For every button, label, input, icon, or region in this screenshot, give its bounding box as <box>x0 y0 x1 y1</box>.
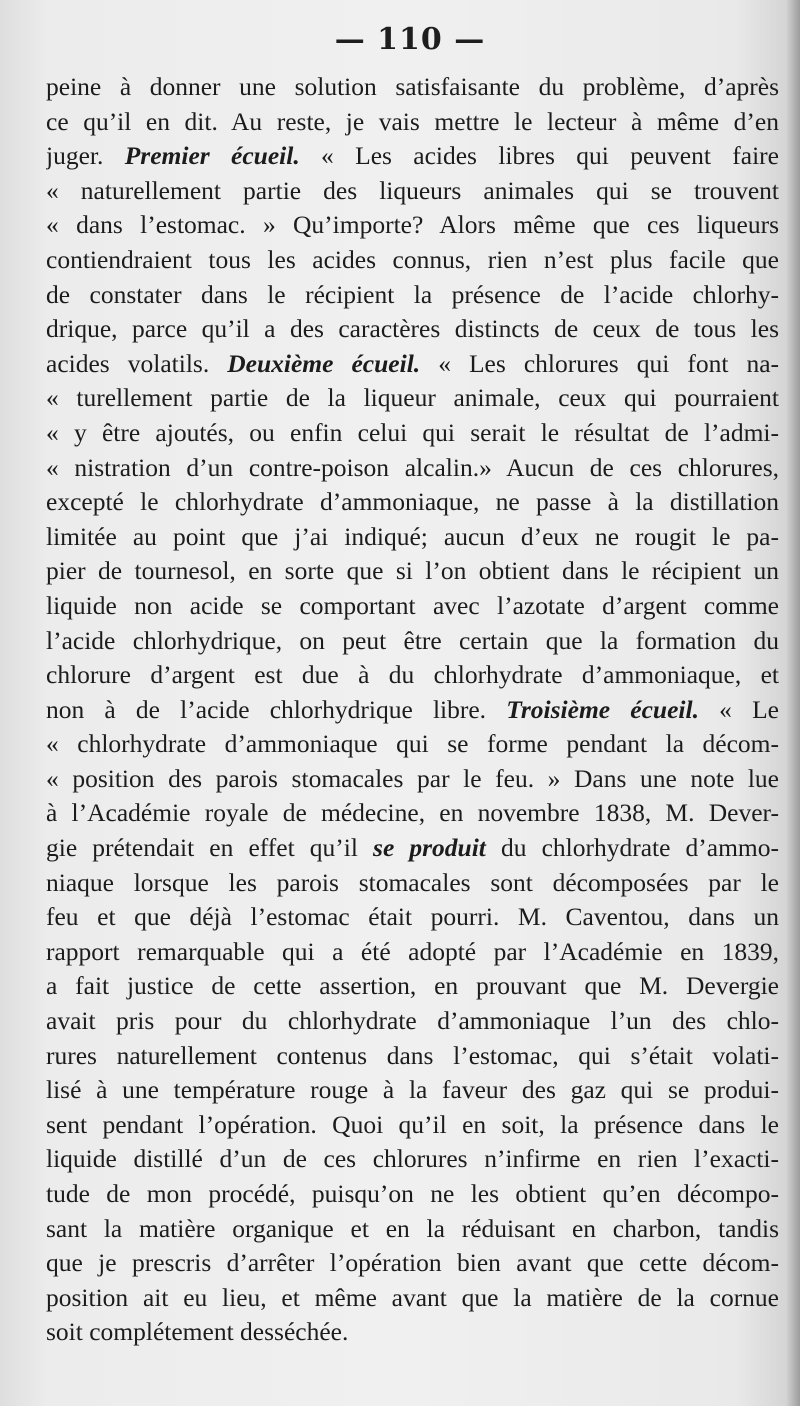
text-line <box>46 139 779 174</box>
text-segment: drique, parce qu’il a des caractères distincts de ceux de tous les <box>46 314 779 344</box>
text-segment: du chlorhydrate d’ammo- <box>485 833 779 863</box>
text-line <box>46 693 779 728</box>
text-line <box>46 831 779 866</box>
text-segment: feu et que déjà l’estomac était pourri. M. Caventou, dans un <box>46 902 779 932</box>
text-line <box>46 70 779 105</box>
text-line <box>46 624 779 659</box>
text-line <box>46 969 779 1004</box>
text-segment: « position des parois stomacales par le feu. » Dans une note lue <box>46 763 779 793</box>
italic-heading: Deuxième écueil. <box>227 348 421 378</box>
text-line <box>46 1281 779 1316</box>
text-line <box>46 105 779 140</box>
text-line <box>46 762 779 797</box>
text-line <box>46 347 779 382</box>
text-segment: a fait justice de cette assertion, en prouvant que M. Devergie <box>46 971 779 1001</box>
text-line <box>46 416 779 451</box>
text-line <box>46 1142 779 1177</box>
body-text <box>46 70 779 1350</box>
text-segment: tude de mon procédé, puisqu’on ne les obtient qu’en décompo- <box>46 1179 779 1208</box>
text-line <box>46 796 779 831</box>
text-segment: gie prétendait en effet qu’il <box>46 833 374 863</box>
text-line <box>46 485 779 520</box>
text-segment: sant la matière organique et en la réduisant en charbon, tandis <box>46 1213 779 1243</box>
text-line <box>46 589 779 624</box>
text-line <box>46 243 779 278</box>
text-line <box>46 900 779 935</box>
text-segment: de constater dans le récipient la présence de l’acide chlorhy- <box>46 279 779 309</box>
text-line <box>46 1315 779 1350</box>
text-line <box>46 658 779 693</box>
text-segment: limitée au point que j’ai indiqué; aucun d’eux ne rougit le pa- <box>46 521 779 551</box>
text-line <box>46 520 779 555</box>
text-segment: « chlorhydrate d’ammoniaque qui se forme pendant la décom- <box>46 729 779 759</box>
text-line <box>46 174 779 209</box>
text-line <box>46 935 779 970</box>
text-segment: « dans l’estomac. » Qu’importe? Alors même que ces liqueurs <box>46 210 779 240</box>
text-line <box>46 1004 779 1039</box>
page-number: — 110 — <box>334 22 486 57</box>
text-line <box>46 278 779 313</box>
text-segment: « turellement partie de la liqueur animale, ceux qui pourraient <box>46 383 779 413</box>
text-line <box>46 1039 779 1074</box>
text-segment: rapport remarquable qui a été adopté par l’Académie en 1839, <box>46 936 779 966</box>
text-segment: avait pris pour du chlorhydrate d’ammoniaque l’un des chlo- <box>46 1006 779 1036</box>
text-segment: peine à donner une solution satisfaisante du problème, d’après <box>46 72 779 101</box>
text-segment: niaque lorsque les parois stomacales sont décomposées par le <box>46 867 779 897</box>
text-segment: liquide non acide se comportant avec l’azotate d’argent comme <box>46 590 779 620</box>
text-segment: lisé à une température rouge à la faveur des gaz qui se produi- <box>46 1075 779 1105</box>
text-line <box>46 208 779 243</box>
text-segment: « Les chlorures qui font na- <box>420 348 779 378</box>
text-line <box>46 1108 779 1143</box>
text-line <box>46 451 779 486</box>
text-segment: non à de l’acide chlorhydrique libre. <box>46 694 507 724</box>
text-line <box>46 866 779 901</box>
text-segment: pier de tournesol, en sorte que si l’on obtient dans le récipient un <box>46 556 779 586</box>
text-line <box>46 1073 779 1108</box>
text-line <box>46 381 779 416</box>
italic-heading: Premier écueil. <box>124 141 300 171</box>
text-segment: contiendraient tous les acides connus, rien n’est plus facile que <box>46 244 779 274</box>
text-line <box>46 1212 779 1247</box>
text-segment: « Les acides libres qui peuvent faire <box>299 141 779 171</box>
text-segment: « y être ajoutés, ou enfin celui qui serait le résultat de l’admi- <box>46 417 779 447</box>
text-line <box>46 1177 779 1212</box>
text-segment: ce qu’il en dit. Au reste, je vais mettre le lecteur à même d’en <box>46 106 779 136</box>
text-line <box>46 554 779 589</box>
text-segment: « Le <box>698 694 779 724</box>
text-segment: « naturellement partie des liqueurs animales qui se trouvent <box>46 175 779 205</box>
text-segment: liquide distillé d’un de ces chlorures n’infirme en rien l’exacti- <box>46 1144 779 1174</box>
text-segment: l’acide chlorhydrique, on peut être certain que la formation du <box>46 625 779 655</box>
text-segment: que je prescris d’arrêter l’opération bien avant que cette décom- <box>46 1248 779 1278</box>
text-segment: position ait eu lieu, et même avant que la matière de la cornue <box>46 1282 779 1312</box>
text-line <box>46 727 779 762</box>
text-line <box>46 1246 779 1281</box>
text-segment: soit complétement desséchée. <box>46 1317 349 1347</box>
text-line <box>46 312 779 347</box>
italic-heading: se produit <box>373 833 486 863</box>
text-segment: chlorure d’argent est due à du chlorhydrate d’ammoniaque, et <box>46 660 779 690</box>
text-segment: juger. <box>46 141 125 171</box>
text-segment: sent pendant l’opération. Quoi qu’il en soit, la présence dans le <box>46 1109 779 1139</box>
italic-heading: Troisième écueil. <box>506 694 699 724</box>
text-segment: excepté le chlorhydrate d’ammoniaque, ne passe à la distillation <box>46 487 779 517</box>
text-segment: « nistration d’un contre-poison alcalin.» Aucun de ces chlorures, <box>46 452 779 482</box>
text-segment: acides volatils. <box>46 348 228 378</box>
text-segment: rures naturellement contenus dans l’estomac, qui s’était volati- <box>46 1040 779 1070</box>
text-segment: à l’Académie royale de médecine, en novembre 1838, M. Dever- <box>46 798 779 828</box>
